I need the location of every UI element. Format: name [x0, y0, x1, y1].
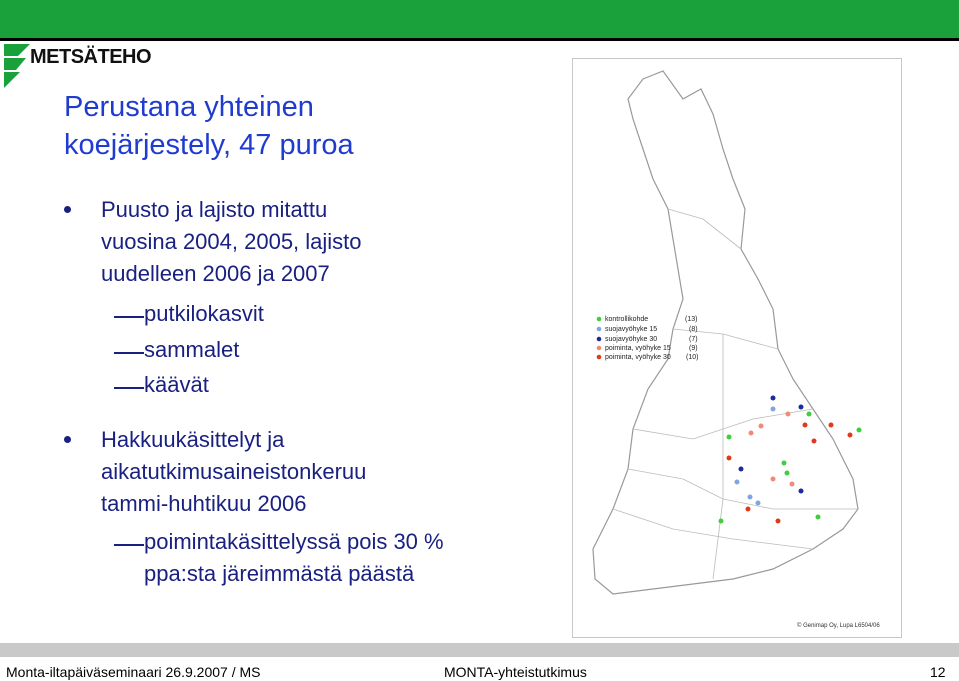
sub-bullet-line: ppa:sta järeimmästä päästä — [144, 561, 415, 586]
footer-bar — [0, 643, 959, 657]
bullet-line: tammi-huhtikuu 2006 — [101, 491, 307, 516]
dash-icon — [114, 316, 144, 318]
header-divider — [0, 38, 959, 41]
footer-event: Monta-iltapäiväseminaari 26.9.2007 / MS — [6, 664, 261, 680]
sub-bullet-line: poimintakäsittelyssä pois 30 % — [144, 529, 444, 554]
bullet-line: Puusto ja lajisto mitattu — [101, 197, 328, 222]
finland-map-figure — [572, 58, 902, 638]
sub-bullet-text — [144, 526, 564, 590]
legend-count: (7) — [689, 336, 698, 343]
bullet-text — [101, 424, 541, 520]
finland-map-icon — [573, 59, 901, 637]
bullet-line: uudelleen 2006 ja 2007 — [101, 261, 330, 286]
sub-bullet-text: sammalet — [144, 337, 240, 362]
header-bar — [0, 0, 959, 38]
bullet-line: vuosina 2004, 2005, lajisto — [101, 229, 362, 254]
dash-icon — [114, 352, 144, 354]
bullet-line: Hakkuukäsittelyt ja — [101, 427, 285, 452]
dash-icon — [114, 387, 144, 389]
legend-count: (10) — [686, 354, 699, 361]
legend-count: (9) — [689, 345, 698, 352]
bullet-text — [101, 194, 541, 290]
bullet-icon — [64, 206, 71, 213]
legend-label: suojavyöhyke 15 — [605, 326, 658, 333]
metsateho-logo — [4, 44, 194, 88]
page-number: 12 — [930, 664, 946, 680]
bullet-line: aikatutkimusaineistonkeruu — [101, 459, 367, 484]
logo-text: METSÄTEHO — [30, 46, 152, 68]
sub-bullet-text: putkilokasvit — [144, 301, 264, 326]
dash-icon — [114, 544, 144, 546]
title-line: Perustana yhteinen — [64, 91, 314, 123]
footer-project: MONTA-yhteistutkimus — [444, 664, 587, 680]
legend-label: poiminta, vyöhyke 15 — [605, 345, 671, 352]
legend-label: poiminta, vyöhyke 30 — [605, 354, 671, 361]
sub-bullet-text: käävät — [144, 372, 209, 397]
legend-count: (8) — [689, 326, 698, 333]
map-copyright: © Genimap Oy, Lupa L6504/06 — [797, 623, 880, 629]
legend-count: (13) — [685, 316, 698, 323]
slide-title — [64, 88, 534, 164]
bullet-icon — [64, 436, 71, 443]
legend-label: suojavyöhyke 30 — [605, 336, 658, 343]
title-line: koejärjestely, 47 puroa — [64, 129, 354, 161]
legend-label: kontrollikohde — [605, 316, 649, 323]
